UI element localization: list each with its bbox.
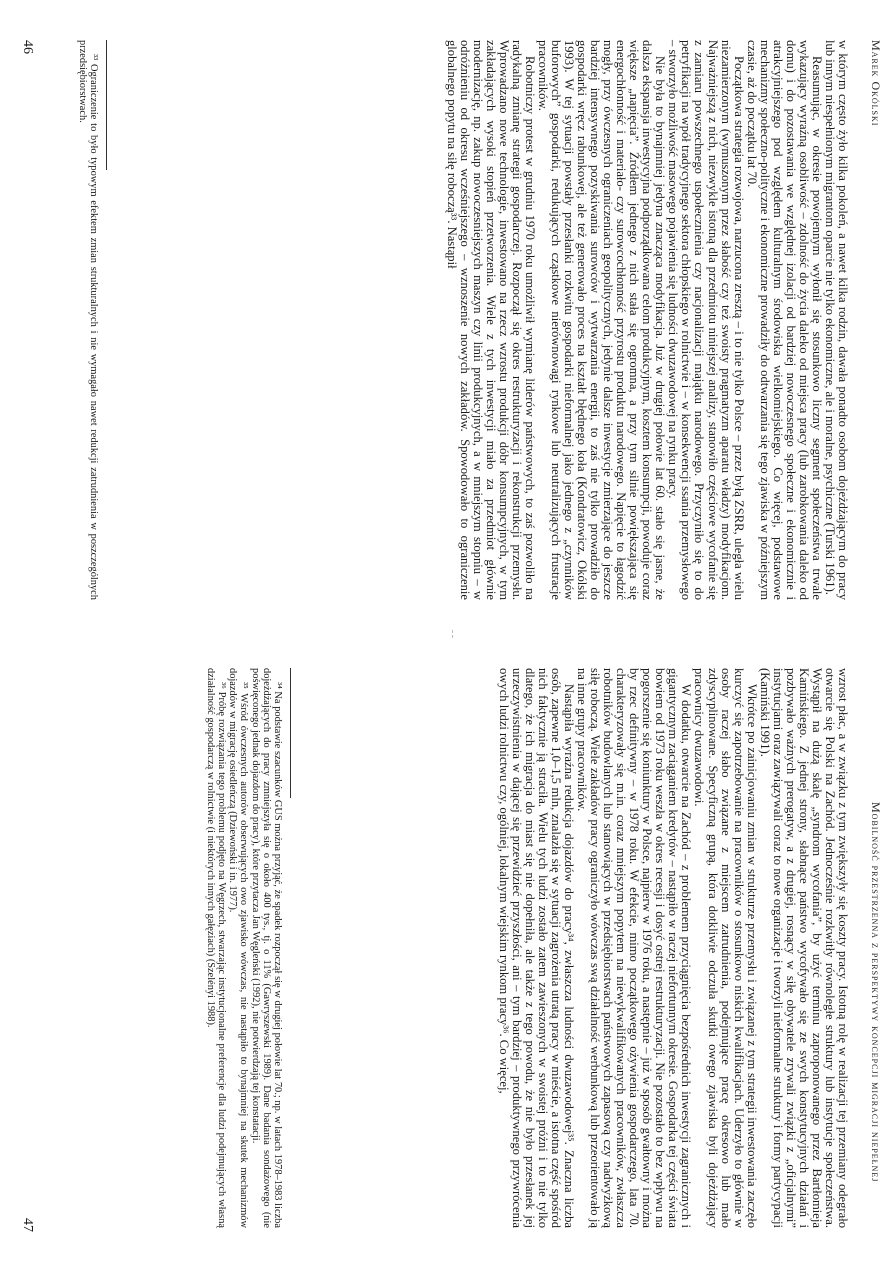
footnotes [77, 40, 99, 600]
footnote: ³⁵ Wśród ówczesnych autorów obserwujących owo zjawisko wówczas, nie nastąpiło to bynajmniej na skutek mechanizmów dojazdów w migrację osiedleńczą (Dziewoński i in. 1977). [227, 668, 250, 1228]
paragraph: Nastąpiła wyraźna redukcja dojazdów do pracy³⁴, zwłaszcza ludności dwuzawodowej³⁵. Znaczna liczba osób, zapewne 1,0–1,5 mln, znalazła się w sytuacji zagrożenia utratą pracy w mieście, a istotna część spośród nich faktycznie ją straciła. Wielu tych ludzi zostało zatem zawieszonych w swoistej próżni i to nie tylko dlatego, że ich migracja do miast się nie dopełniła, ale także z tego powodu, że nie było przesłanek jej urzeczywistnienia w dającej się przewidzieć przyszłości, ani – tym bardziej – produktywnego przywrócenia owych ludzi rolnictwu czy, ogólniej, lokalnym wiejskim rynkom pracy³⁶. Co więcej, [496, 668, 577, 1228]
footnote: ³⁶ Próbę rozwiązania tego problemu podjęto na Węgrzech, stwarzając instytucjonalne preferencje dla ludzi podejmujących własną działalność gospodarczą w rolnictwie (i niektórych innych gałęziach) (Szelényi 1988). [204, 668, 227, 1228]
paragraph: W dodatku, otwarcie na Zachód – z problemem przyciągnięcia bezpośrednich inwestycji zagranicznych i gigantycznym zaciąganiem kredytów – nastąpiło w raczej niefortunnym okresie. Gospodarka tej części świata bowiem od 1973 roku weszła w okres recesji i dosyć ostrej restrukturyzacji. Nie pozostało to bez wpływu na pogorszenie się koniunktury w Polsce, najpierw w 1976 roku, a następnie – już w sposób gwałtowny i można by rzec definitywny – w 1978 roku. W efekcie, mimo początkowego ożywienia gospodarczego, lata 70. charakteryzowały się m.in. coraz mniejszym popytem na niewykwalifikowanych pracowników, zwłaszcza robotników budowlanych lub stanowiących w przedsiębiorstwach państwowych zapasową czy nadwyżkową siłę roboczą. Wiele zakładów pracy ograniczyło wówczas swą działalność werbunkową lub przeorientowało ją na inne grupy pracowników. [575, 668, 694, 1228]
page-number: 46 [20, 40, 35, 54]
footnote: ³³ Ograniczenie to było typowym efektem zmian strukturalnych i nie wymagało nawet redukcji zatrudnienia w poszczególnych przedsiębiorstwach. [76, 40, 99, 600]
paragraph: w którym często żyło kilka pokoleń, a nawet kilka rodzin, dawała ponadto osobom dojeżdżającym do pracy lub innym niespełnionym migrantom oparcie nie tylko ekonomiczne, ale i moralne, psychiczne (Turski 1961). [822, 40, 850, 600]
body-text [445, 40, 849, 600]
footnote-divider [106, 40, 107, 170]
paragraph: wzrost płac, a w związku z tym zwiększyły się koszty pracy. Istotną rolę w realizacji tej przemiany odegrało otwarcie się Polski na Zachód. Jednocześnie rozkwitły równoległe struktury lub instytucje społeczeństwa. Wystąpił na dużą skalę „syndrom wycofania”, by użyć terminu zaproponowanego przez Bartłomieja Kamińskiego. Z jednej strony, słabnące państwo wycofywało się ze swych konstytucyjnych działań i pozbywało ważnych prerogatyw, a z drugiej, rosnący w siłę obywatele zrywali związki z „oficjalnymi” instytucjami oraz zawiązywali coraz to nowe organizacje i tworzyli nieformalne struktury i formy partycypacji (Kamiński 1991). [757, 668, 850, 1228]
footnotes [205, 668, 283, 1228]
paragraph: Robotniczy protest w grudniu 1970 roku umożliwił wymianę liderów państwowych, to zaś pozwoliło na radykalną zmianę strategii gospodarczej. Rozpoczął się okres restrukturyzacji i rekonstrukcji przemysłu. Wprowadzano nowe technologie, inwestowano na rzecz wzrostu produkcji dóbr konsumpcyjnych, w tym zakładających wysoki stopień przetworzenia. Wiele z tych inwestycji miało za przedmiot głównie modernizację, np. zakup nowoczesniejszych maszyn czy linii produkcyjnych, a w mniejszym stopniu – w odróżnieniu od okresu wcześniejszego – wznoszenie nowych zakładów. Spowodowało to ograniczenie globalnego popytu na siłę roboczą³³. Nastąpił [444, 40, 537, 600]
page-number: 47 [20, 1218, 35, 1232]
right-page [0, 632, 893, 1263]
paragraph: Wkrótce po zainicjowaniu zmian w strukturze przemysłu i związanej z tym strategii inwestowania zaczęło kurczyć się zapotrzebowanie na pracowników o stosunkowo niskich kwalifikacjach. Uderzyło to głównie w osoby raczej słabo związane z miejscem zatrudnienia, podejmujące pracę okresowo lub mało zdyscyplinowane. Specyficzną grupą, która dotkliwie odczuła skutki owego zjawiska byli dojeżdżający pracownicy dwuzawodowi. [692, 668, 759, 1228]
paragraph: Początkowa strategia rozwojowa, narzucona zresztą – i to nie tylko Polsce – przez byłą ZSRR, uległa wielu niezamierzonym (wymuszonym przez słabość czy też swoisty pragmatyzm aparatu władzy) modyfikacjom. Najważniejszą z nich, niezwykle istotną dla przedmiotu niniejszej analizy, stanowiło częściowe wycofanie się z zamiaru powszechnego uspołecznienia czy nacjonalizacji majątku narodowego. Przyczyniło się to do petryfikacji na wpół tradycyjnego sektora chłopskiego w rolnictwie i – w konsekwencji ssania przemysłowego – stworzyło możliwość masowego pojawienia się ludności dwuzawodowej na rynku pracy. [666, 40, 746, 600]
body-text [497, 668, 849, 1228]
paragraph: Nie była to bynajmniej jedyna znacząca modyfikacja. Już w drugiej połowie lat 60. stało się jasne, że dalsza ekspansja inwestycyjna podporządkowana celom produkcyjnym, kosztem konsumpcji, powoduje coraz większe „napięcia”. Źródłem jednego z nich stała się ogromna, a przy tym silnie powiększająca się energochłonność i materiało- czy surowcochłonność przyrostu produktu narodowego. Napięcie to łagodzić mogły, przy ówczesnych ograniczeniach geopolitycznych, jedynie dalsze inwestycje zmierzające do jeszcze bardziej intensywnego pozyskiwania surowców i wytwarzania energii, to zaś nie tylko prowadziło do gospodarki wręcz rabunkowej, ale też generowało proces na kształt błędnego koła (Kondratowicz, Okólski 1993). W tej sytuacji powstały przesłanki rozkwitu gospodarki nieformalnej jako jednego z „czynników buforowych” gospodarki, redukujących cząstkowe nierównowagi rynkowe lub neutralizujących frustracje pracowników. [535, 40, 668, 600]
paragraph: Reasumując, w okresie powojennym wyłonił się stosunkowo liczny segment społeczeństwa trwale wykazujący wyraźną osobliwość – zdolność do życia daleko od miejsca pracy (lub zarobkowania daleko od domu) i do pozostawania we względnej izolacji od bardziej nowoczesnego społeczne i ekonomicznie i atrakcyjniejszego pod względem kulturalnym środowiska wielkomiejskiego. Co więcej, podstawowe mechanizmy społeczno-polityczne i ekonomiczne prowadziły do odtwarzania się tego zjawiska w późniejszym czasie, aż do początku lat 70. [744, 40, 824, 600]
footnote-divider [290, 668, 291, 798]
running-header: Mobilność przestrzenna z perspektywy koncepcji migracji niepełnej [869, 802, 883, 1183]
running-header: Marek Okólski [869, 40, 883, 127]
footnote: ³⁴ Na podstawie szacunków GUS można przyjąć, że spadek rozpoczął się w drugiej połowie lat 70.; np. w latach 1978–1983 liczba dojeżdżających do pracy zmniejszyła się o około 400 tys., tj. o 11% (Gawryszewski 1989). Dane badania sondażowego (nie poświęconego jednak dojazdom do pracy), które przytacza Jan Węgleński (1992), nie potwierdzają tej konstatacji. [249, 668, 283, 1228]
